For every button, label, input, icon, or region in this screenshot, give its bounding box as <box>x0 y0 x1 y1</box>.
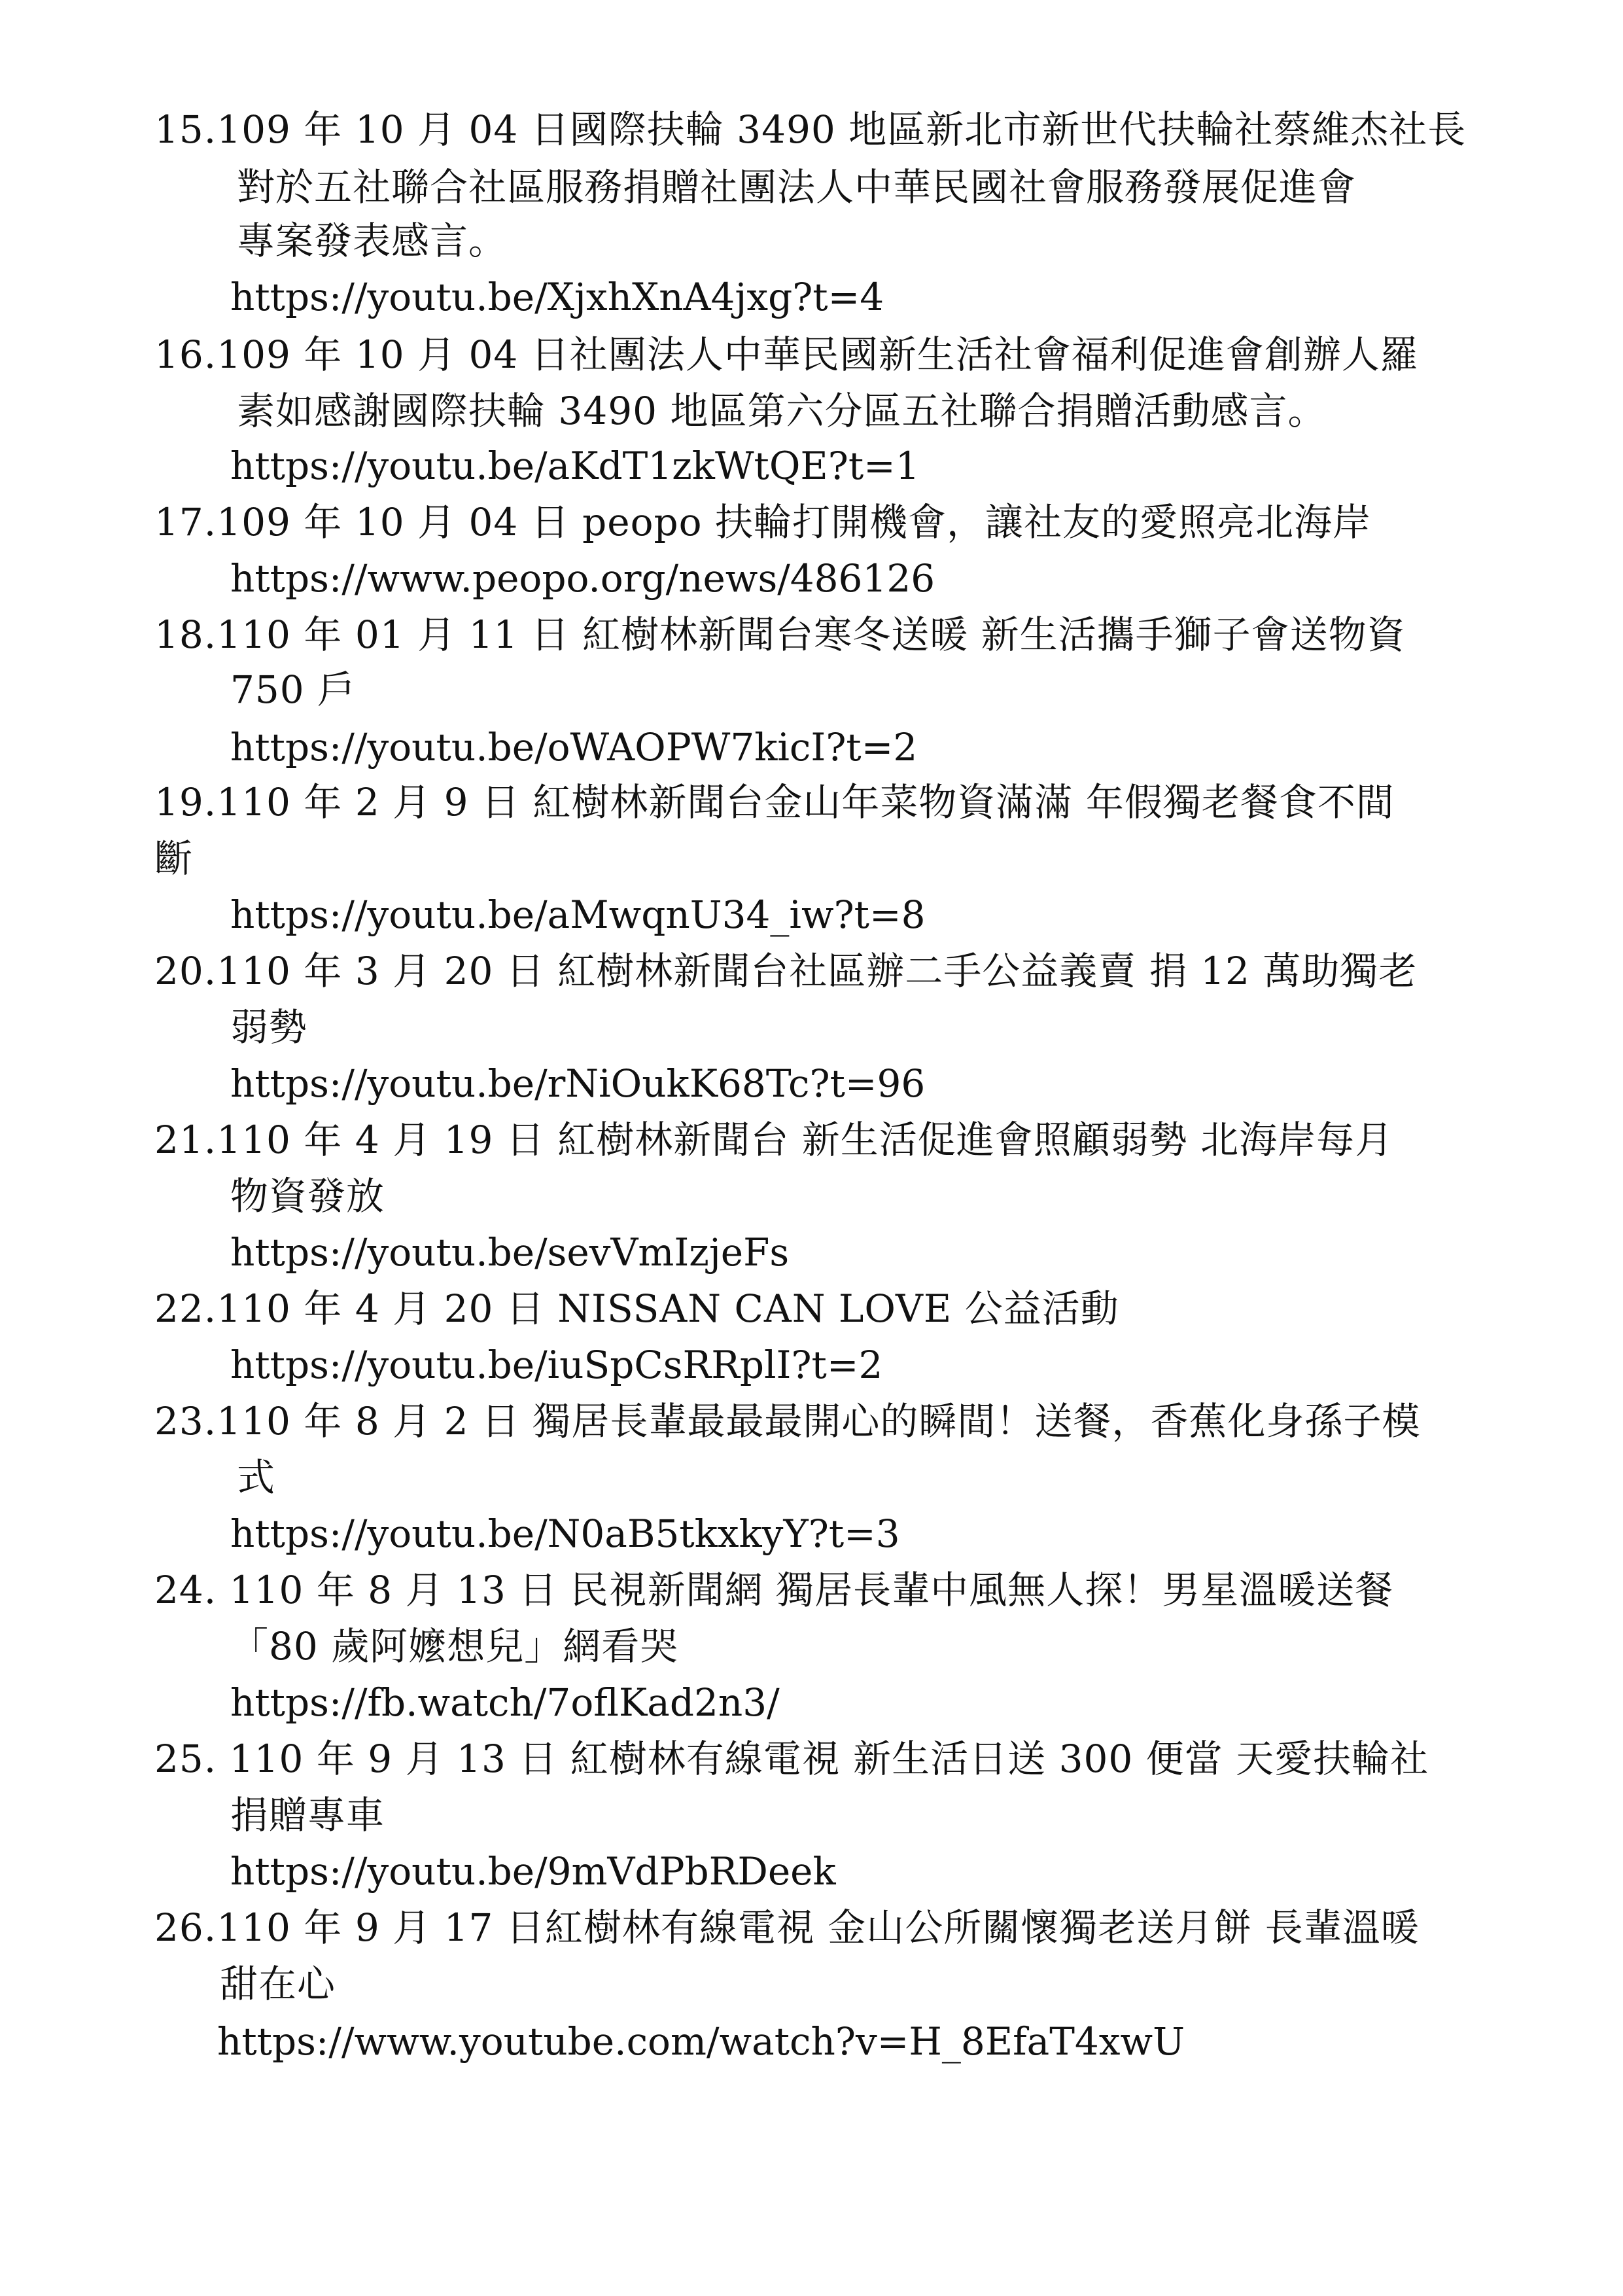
entry-15-line-3: 專案發表感言。 <box>237 219 508 263</box>
entry-21-url[interactable]: https://youtu.be/sevVmIzjeFs <box>230 1230 790 1275</box>
entry-text: 110 年 9 月 13 日 紅樹林有線電視 新生活日送 300 便當 天愛扶輪社 <box>217 1737 1429 1781</box>
entry-20-line-1 <box>154 947 1417 995</box>
entry-21-line-2: 物資發放 <box>230 1174 385 1218</box>
entry-18-url[interactable]: https://youtu.be/oWAOPW7kicI?t=2 <box>230 725 918 769</box>
entry-19-url[interactable]: https://youtu.be/aMwqnU34_iw?t=8 <box>230 892 926 937</box>
entry-text: 110 年 8 月 13 日 民視新聞網 獨居長輩中風無人探！男星溫暖送餐 <box>217 1568 1394 1612</box>
entry-24-url[interactable]: https://fb.watch/7oflKad2n3/ <box>230 1680 780 1725</box>
entry-number: 19. <box>154 780 217 824</box>
entry-16-url[interactable]: https://youtu.be/aKdT1zkWtQE?t=1 <box>230 444 920 488</box>
entry-17-line-1 <box>154 499 1371 546</box>
entry-number: 21. <box>154 1118 217 1162</box>
entry-number: 23. <box>154 1399 217 1443</box>
entry-22-url[interactable]: https://youtu.be/iuSpCsRRplI?t=2 <box>230 1343 883 1387</box>
entry-number: 18. <box>154 612 217 657</box>
entry-text: 110 年 4 月 20 日 NISSAN CAN LOVE 公益活動 <box>217 1286 1119 1331</box>
entry-number: 17. <box>154 500 217 544</box>
entry-25-url[interactable]: https://youtu.be/9mVdPbRDeek <box>230 1849 836 1894</box>
entry-number: 15. <box>154 107 217 152</box>
entry-text: 110 年 4 月 19 日 紅樹林新聞台 新生活促進會照顧弱勢 北海岸每月 <box>217 1118 1394 1162</box>
entry-22-line-1 <box>154 1285 1119 1332</box>
entry-16-line-1 <box>154 331 1419 378</box>
entry-text: 109 年 10 月 04 日社團法人中華民國新生活社會福利促進會創辦人羅 <box>217 332 1419 377</box>
entry-15-line-1 <box>154 106 1466 153</box>
entry-23-url[interactable]: https://youtu.be/N0aB5tkxkyY?t=3 <box>230 1511 900 1556</box>
entry-19-line-2: 斷 <box>154 836 194 881</box>
entry-text: 110 年 2 月 9 日 紅樹林新聞台金山年菜物資滿滿 年假獨老餐食不間 <box>217 780 1395 824</box>
entry-26-line-2: 甜在心 <box>220 1962 336 2006</box>
entry-number: 26. <box>154 1905 217 1950</box>
entry-25-line-2: 捐贈專車 <box>230 1793 385 1837</box>
entry-text: 109 年 10 月 04 日國際扶輪 3490 地區新北市新世代扶輪社蔡維杰社長 <box>217 107 1467 152</box>
entry-25-line-1 <box>154 1735 1429 1782</box>
entry-text: 109 年 10 月 04 日 peopo 扶輪打開機會，讓社友的愛照亮北海岸 <box>217 500 1372 544</box>
entry-26-url[interactable]: https://www.youtube.com/watch?v=H_8EfaT4xwU <box>217 2019 1185 2064</box>
entry-text: 110 年 9 月 17 日紅樹林有線電視 金山公所關懷獨老送月餅 長輩溫暖 <box>217 1905 1420 1950</box>
entry-23-line-2: 式 <box>237 1455 276 1500</box>
entry-17-url[interactable]: https://www.peopo.org/news/486126 <box>230 556 935 601</box>
entry-number: 22. <box>154 1286 217 1331</box>
entry-24-line-2: 「80 歲阿嬤想兒」網看哭 <box>230 1624 679 1669</box>
entry-18-line-1 <box>154 611 1406 658</box>
entry-text: 110 年 3 月 20 日 紅樹林新聞台社區辦二手公益義賣 捐 12 萬助獨老 <box>217 949 1418 993</box>
entry-21-line-1 <box>154 1116 1393 1163</box>
entry-number: 24. <box>154 1568 217 1612</box>
entry-15-url[interactable]: https://youtu.be/XjxhXnA4jxg?t=4 <box>230 275 884 319</box>
entry-26-line-1 <box>154 1904 1420 1951</box>
entry-number: 25. <box>154 1737 217 1781</box>
entry-number: 16. <box>154 332 217 377</box>
entry-text: 110 年 8 月 2 日 獨居長輩最最最開心的瞬間！送餐，香蕉化身孫子模 <box>217 1399 1421 1443</box>
entry-15-line-2: 對於五社聯合社區服務捐贈社團法人中華民國社會服務發展促進會 <box>237 165 1357 209</box>
entry-20-line-2: 弱勢 <box>230 1005 308 1050</box>
entry-23-line-1 <box>154 1398 1420 1445</box>
entry-19-line-1 <box>154 779 1395 826</box>
entry-18-line-2: 750 戶 <box>230 667 357 712</box>
entry-24-line-1 <box>154 1566 1393 1614</box>
entry-number: 20. <box>154 949 217 993</box>
entry-text: 110 年 01 月 11 日 紅樹林新聞台寒冬送暖 新生活攜手獅子會送物資 <box>217 612 1406 657</box>
entry-20-url[interactable]: https://youtu.be/rNiOukK68Tc?t=96 <box>230 1061 926 1106</box>
entry-16-line-2: 素如感謝國際扶輪 3490 地區第六分區五社聯合捐贈活動感言。 <box>237 389 1327 433</box>
